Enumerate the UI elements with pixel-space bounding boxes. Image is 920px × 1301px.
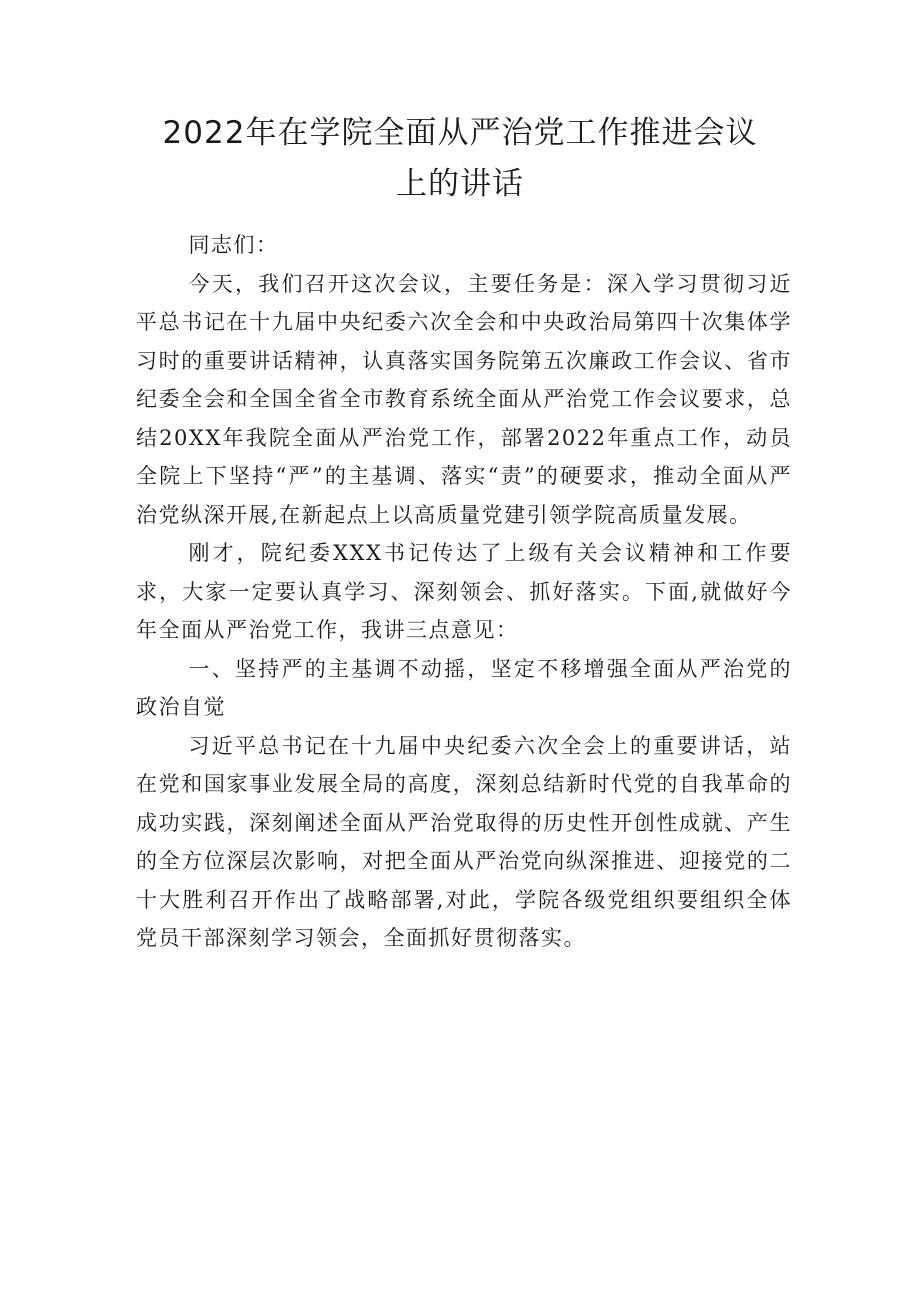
paragraph-intro: 刚才，院纪委XXX书记传达了上级有关会议精神和工作要求，大家一定要认真学习、深刻领会、抓好落实。下面,就做好今年全面从严治党工作，我讲三点意见： (136, 541, 792, 642)
paragraph-section-1: 习近平总书记在十九届中央纪委六次全会上的重要讲话，站在党和国家事业发展全局的高度，深刻总结新时代党的自我革命的成功实践，深刻阐述全面从严治党取得的历史性开创性成就、产生的全方位深层次影响，对把全面从严治党向纵深推进、迎接党的二十大胜利召开作出了战略部署,对此，学院各级党组织要组织全体党员干部深刻学习领会，全面抓好贯彻落实。 (136, 733, 792, 950)
section-heading-1: 一、坚持严的主基调不动摇，坚定不移增强全面从严治党的政治自觉 (136, 656, 792, 719)
title-line-2: 上的讲话 (396, 166, 524, 202)
document-body (136, 226, 792, 958)
document-title (100, 108, 820, 210)
salutation: 同志们： (188, 233, 279, 257)
paragraph-opening: 今天，我们召开这次会议，主要任务是：深入学习贯彻习近平总书记在十九届中央纪委六次全会和中央政治局第四十次集体学习时的重要讲话精神，认真落实国务院第五次廉政工作会议、省市纪委全会和全国全省全市教育系统全面从严治党工作会议要求，总结20XX年我院全面从严治党工作，部署2022年重点工作，动员全院上下坚持“严”的主基调、落实“责”的硬要求，推动全面从严治党纵深开展,在新起点上以高质量党建引领学院高质量发展。 (136, 271, 792, 527)
title-line-1: 2022年在学院全面从严治党工作推进会议 (162, 115, 758, 151)
